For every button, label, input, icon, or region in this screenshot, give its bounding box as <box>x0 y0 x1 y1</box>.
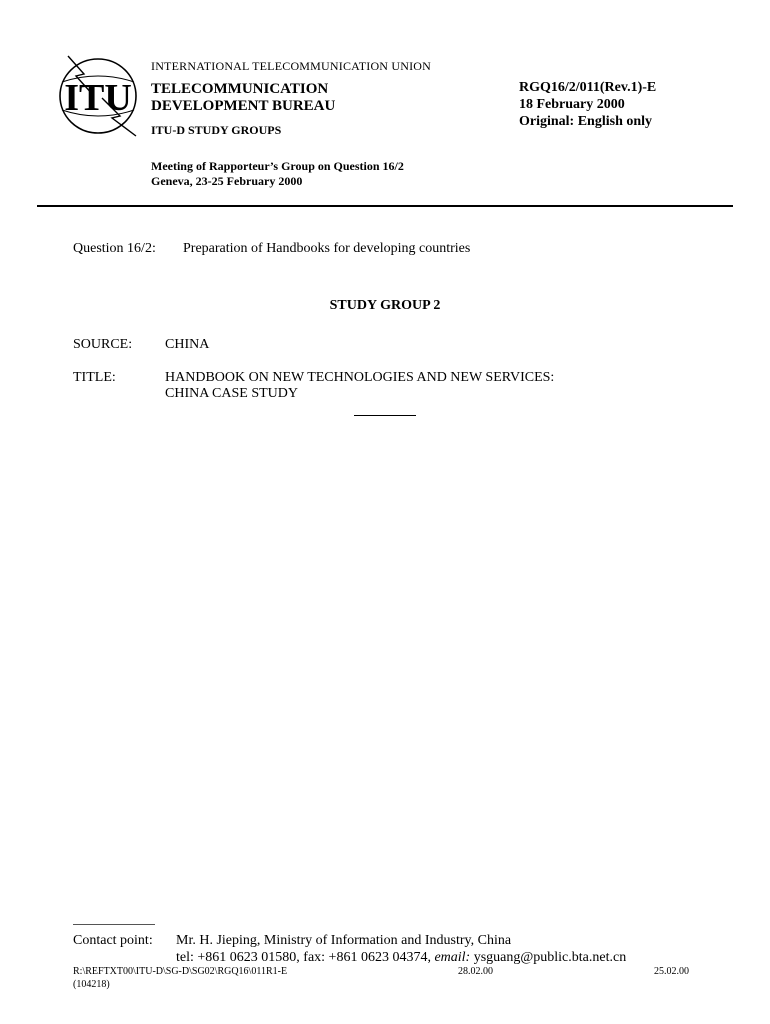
study-group-heading: STUDY GROUP 2 <box>329 298 441 313</box>
contact-details <box>176 950 626 966</box>
date-saved: 28.02.00 <box>458 966 493 977</box>
contact-tel-fax: tel: +861 0623 01580, fax: +861 0623 04374, <box>176 950 435 965</box>
date-printed: 25.02.00 <box>654 966 689 977</box>
document-date: 18 February 2000 <box>519 97 625 112</box>
source-value: CHINA <box>165 337 210 352</box>
header-divider <box>37 205 733 207</box>
question-text: Preparation of Handbooks for developing countries <box>183 241 471 256</box>
question-label: Question 16/2: <box>73 241 156 256</box>
contact-name: Mr. H. Jieping, Ministry of Information and Industry, China <box>176 933 512 948</box>
contact-label: Contact point: <box>73 933 153 948</box>
org-name: INTERNATIONAL TELECOMMUNICATION UNION <box>151 59 432 73</box>
footnote-divider <box>73 924 155 925</box>
meeting-info <box>151 159 404 189</box>
file-path: R:\REFTXT00\ITU-D\SG-D\SG02\RGQ16\011R1-E <box>73 966 288 977</box>
meeting-place-date: Geneva, 23-25 February 2000 <box>151 174 303 188</box>
document-reference: RGQ16/2/011(Rev.1)-E <box>519 80 657 95</box>
bureau-name <box>151 81 335 115</box>
title-separator <box>354 415 416 416</box>
svg-text:ITU: ITU <box>64 77 132 119</box>
title-line-1: HANDBOOK ON NEW TECHNOLOGIES AND NEW SERVICES: <box>165 370 555 385</box>
document-original-language: Original: English only <box>519 114 653 129</box>
title-label: TITLE: <box>73 370 116 385</box>
title-value <box>165 370 554 402</box>
document-reference-block <box>519 79 656 130</box>
document-number: (104218) <box>73 979 110 990</box>
study-groups-label: ITU-D STUDY GROUPS <box>151 123 282 137</box>
bureau-line-2: DEVELOPMENT BUREAU <box>151 98 336 114</box>
source-label: SOURCE: <box>73 337 133 352</box>
title-line-2: CHINA CASE STUDY <box>165 386 299 401</box>
contact-email-label: email: <box>434 950 471 965</box>
contact-email: ysguang@public.bta.net.cn <box>473 950 627 965</box>
bureau-line-1: TELECOMMUNICATION <box>151 81 329 97</box>
meeting-title: Meeting of Rapporteur’s Group on Question 16/2 <box>151 159 404 173</box>
itu-logo <box>54 52 142 140</box>
